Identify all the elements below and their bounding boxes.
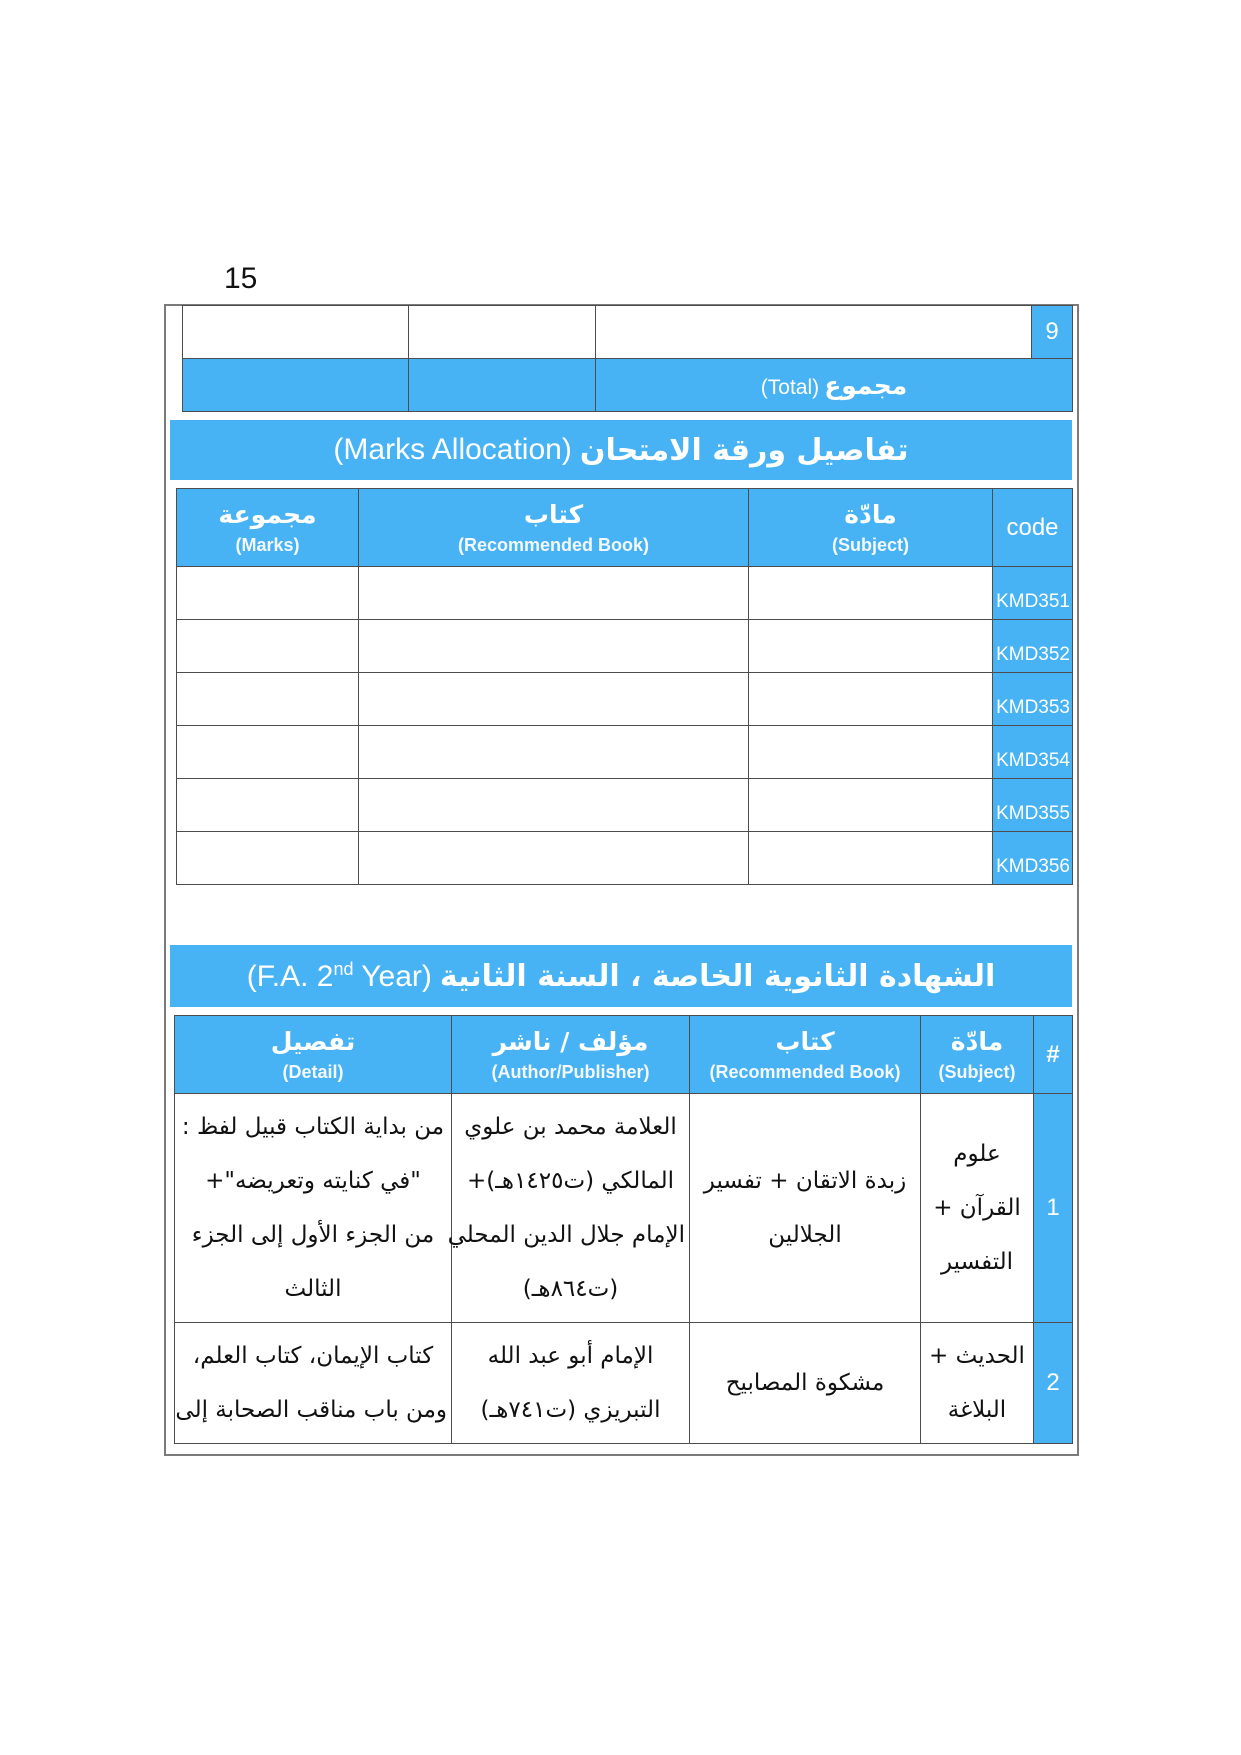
detail-cell	[175, 1323, 452, 1444]
syllabus-header-row	[175, 1016, 1073, 1094]
subject-cell	[749, 673, 993, 726]
marks-allocation-title-ar: تفاصيل ورقة الامتحان	[579, 432, 909, 468]
marks-header-subject-ar: مادّة	[844, 499, 897, 529]
marks-header-row	[177, 489, 1073, 567]
syllabus-header-book	[690, 1016, 921, 1094]
page-number: 15	[224, 262, 258, 295]
subject-line: الحديث +	[929, 1343, 1025, 1369]
marks-allocation-banner	[170, 420, 1072, 480]
book-cell	[359, 567, 749, 620]
detail-line: "في كنايته وتعريضه"+	[205, 1168, 421, 1194]
top-cell-book	[409, 306, 596, 359]
table-row	[177, 779, 1073, 832]
marks-header-marks-en: (Marks)	[235, 534, 300, 555]
code-cell: KMD356	[993, 832, 1073, 885]
row-number: 2	[1034, 1323, 1073, 1444]
top-cell-subject	[596, 306, 1032, 359]
table-row	[175, 1094, 1073, 1323]
marks-cell	[177, 567, 359, 620]
total-label-ar: مجموع	[824, 370, 908, 400]
marks-header-marks-ar: مجموعة	[218, 499, 317, 529]
marks-allocation-title-en: (Marks Allocation)	[333, 433, 572, 466]
header-subject-ar: مادّة	[950, 1026, 1004, 1056]
syllabus-header-subject	[921, 1016, 1034, 1094]
book-cell	[359, 673, 749, 726]
author-cell	[452, 1323, 690, 1444]
subject-line: علوم	[953, 1141, 1001, 1167]
top-row-number: 9	[1032, 306, 1073, 359]
syllabus-header-detail	[175, 1016, 452, 1094]
subject-line: القرآن +	[933, 1195, 1021, 1221]
author-line: الإمام جلال الدين المحلي	[447, 1222, 685, 1248]
marks-header-code: code	[993, 489, 1073, 567]
book-line: زبدة الاتقان + تفسير	[703, 1168, 907, 1194]
year-title-prefix: (F.A. 2	[246, 959, 334, 993]
code-cell: KMD354	[993, 726, 1073, 779]
book-cell	[690, 1094, 921, 1323]
year-section-title-en	[247, 959, 432, 994]
subject-cell	[749, 832, 993, 885]
header-author-en: (Author/Publisher)	[491, 1061, 650, 1082]
header-book-ar: كتاب	[775, 1026, 835, 1056]
subject-cell	[921, 1323, 1034, 1444]
subject-cell	[921, 1094, 1034, 1323]
total-cell-marks	[183, 359, 409, 412]
author-line: العلامة محمد بن علوي	[464, 1114, 677, 1140]
book-line: الجلالين	[768, 1222, 842, 1248]
subject-line: التفسير	[940, 1249, 1014, 1275]
top-table	[182, 305, 1073, 412]
subject-cell	[749, 567, 993, 620]
marks-cell	[177, 779, 359, 832]
author-line: (ت٨٦٤هـ)	[522, 1276, 619, 1302]
marks-header-subject-en: (Subject)	[831, 534, 909, 555]
book-cell	[690, 1323, 921, 1444]
header-detail-ar: تفصيل	[270, 1026, 356, 1056]
total-cell-book	[409, 359, 596, 412]
code-cell: KMD355	[993, 779, 1073, 832]
syllabus-header-num: #	[1034, 1016, 1073, 1094]
subject-cell	[749, 726, 993, 779]
author-cell	[447, 1094, 690, 1323]
table-row	[177, 673, 1073, 726]
total-label-cell	[596, 359, 1073, 412]
author-line: المالكي (ت١٤٢٥هـ)+	[466, 1168, 675, 1194]
marks-header-book-en: (Recommended Book)	[457, 534, 650, 555]
author-line: التبريزي (ت٧٤١هـ)	[480, 1397, 661, 1423]
total-label-en: (Total)	[760, 375, 820, 399]
year-title-suffix: Year)	[353, 959, 432, 993]
book-cell	[359, 620, 749, 673]
table-row	[177, 567, 1073, 620]
marks-header-subject	[749, 489, 993, 567]
detail-line: ومن باب مناقب الصحابة إلى	[175, 1397, 447, 1423]
header-subject-en: (Subject)	[938, 1061, 1016, 1082]
marks-cell	[177, 832, 359, 885]
year-title-sup: nd	[333, 958, 354, 979]
detail-line: من بداية الكتاب قبيل لفظ :	[181, 1114, 445, 1140]
book-cell	[359, 779, 749, 832]
table-row	[177, 832, 1073, 885]
header-author-ar: مؤلف / ناشر	[492, 1026, 649, 1056]
marks-header-book-ar: كتاب	[523, 499, 584, 529]
marks-cell	[177, 673, 359, 726]
book-cell	[359, 832, 749, 885]
marks-cell	[177, 726, 359, 779]
top-cell-marks	[183, 306, 409, 359]
table-row	[175, 1323, 1073, 1444]
subject-cell	[749, 779, 993, 832]
header-book-en: (Recommended Book)	[709, 1061, 901, 1082]
detail-line: من الجزء الأول إلى الجزء	[191, 1222, 435, 1248]
year-section-banner	[170, 945, 1072, 1007]
code-cell: KMD352	[993, 620, 1073, 673]
marks-allocation-table	[176, 488, 1073, 885]
subject-line: البلاغة	[947, 1397, 1007, 1423]
book-line: مشكوة المصابيح	[725, 1370, 885, 1396]
subject-cell	[749, 620, 993, 673]
table-row	[177, 620, 1073, 673]
year-section-title-ar: الشهادة الثانوية الخاصة ، السنة الثانية	[439, 958, 996, 994]
syllabus-header-author	[452, 1016, 690, 1094]
code-cell: KMD353	[993, 673, 1073, 726]
syllabus-table	[174, 1015, 1073, 1444]
code-cell: KMD351	[993, 567, 1073, 620]
book-cell	[359, 726, 749, 779]
table-row	[177, 726, 1073, 779]
detail-line: كتاب الإيمان، كتاب العلم،	[192, 1343, 434, 1369]
marks-header-marks	[177, 489, 359, 567]
row-number: 1	[1034, 1094, 1073, 1323]
header-detail-en: (Detail)	[282, 1061, 344, 1082]
detail-cell	[175, 1094, 452, 1323]
detail-line: الثالث	[284, 1276, 342, 1302]
author-line: الإمام أبو عبد الله	[487, 1343, 654, 1369]
marks-header-book	[359, 489, 749, 567]
marks-cell	[177, 620, 359, 673]
